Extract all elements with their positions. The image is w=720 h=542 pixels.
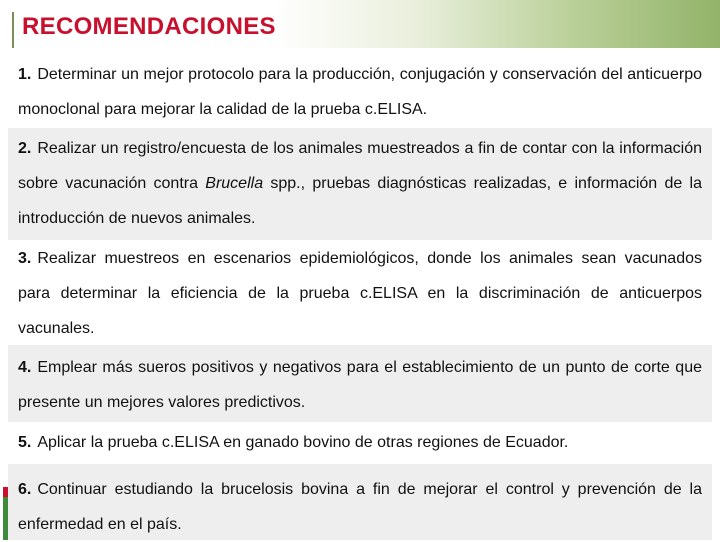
item-text-segment: Realizar un registro/encuesta de los animales muestreados a fin de contar con la información sobre vacunación contra [18,140,702,192]
left-rule [12,12,14,48]
item-number: 3. [18,250,32,267]
recommendation-item [18,350,702,420]
item-text [18,250,702,337]
item-text [18,66,702,118]
item-text-segment: Emplear más sueros positivos y negativos para el establecimiento de un punto de corte que presente un mejores valores predictivos. [18,359,702,411]
recommendation-item [18,241,702,346]
item-text [18,359,702,411]
item-number: 6. [18,481,32,498]
item-text-segment: Aplicar la prueba c.ELISA en ganado bovino de otras regiones de Ecuador. [37,434,569,451]
item-text [37,434,568,451]
recommendation-item [18,472,702,542]
item-text-segment: Realizar muestreos en escenarios epidemiológicos, donde los animales sean vacunados para determinar la eficiencia de la prueba c.ELISA en la discriminación de anticuerpos vacunales. [18,250,702,337]
recommendation-item [18,131,702,236]
accent-bar-green [3,497,8,540]
slide-title: RECOMENDACIONES [22,13,276,40]
item-text-italic: Brucella [205,175,264,192]
item-text-segment: Continuar estudiando la brucelosis bovina a fin de mejorar el control y prevención de la enfermedad en el país. [18,481,702,533]
item-number: 4. [18,359,32,376]
item-text [18,481,702,533]
item-text-segment: Determinar un mejor protocolo para la producción, conjugación y conservación del anticuerpo monoclonal para mejorar la calidad de la prueba c.ELISA. [18,66,702,118]
recommendation-item [18,425,702,460]
accent-bar-red [3,487,8,497]
item-text-segment: spp., pruebas diagnósticas realizadas, e información de la introducción de nuevos animales. [18,175,702,227]
item-number: 2. [18,140,32,157]
item-number: 1. [18,66,32,83]
item-number: 5. [18,434,32,451]
recommendation-item [18,57,702,127]
item-text [18,140,702,227]
